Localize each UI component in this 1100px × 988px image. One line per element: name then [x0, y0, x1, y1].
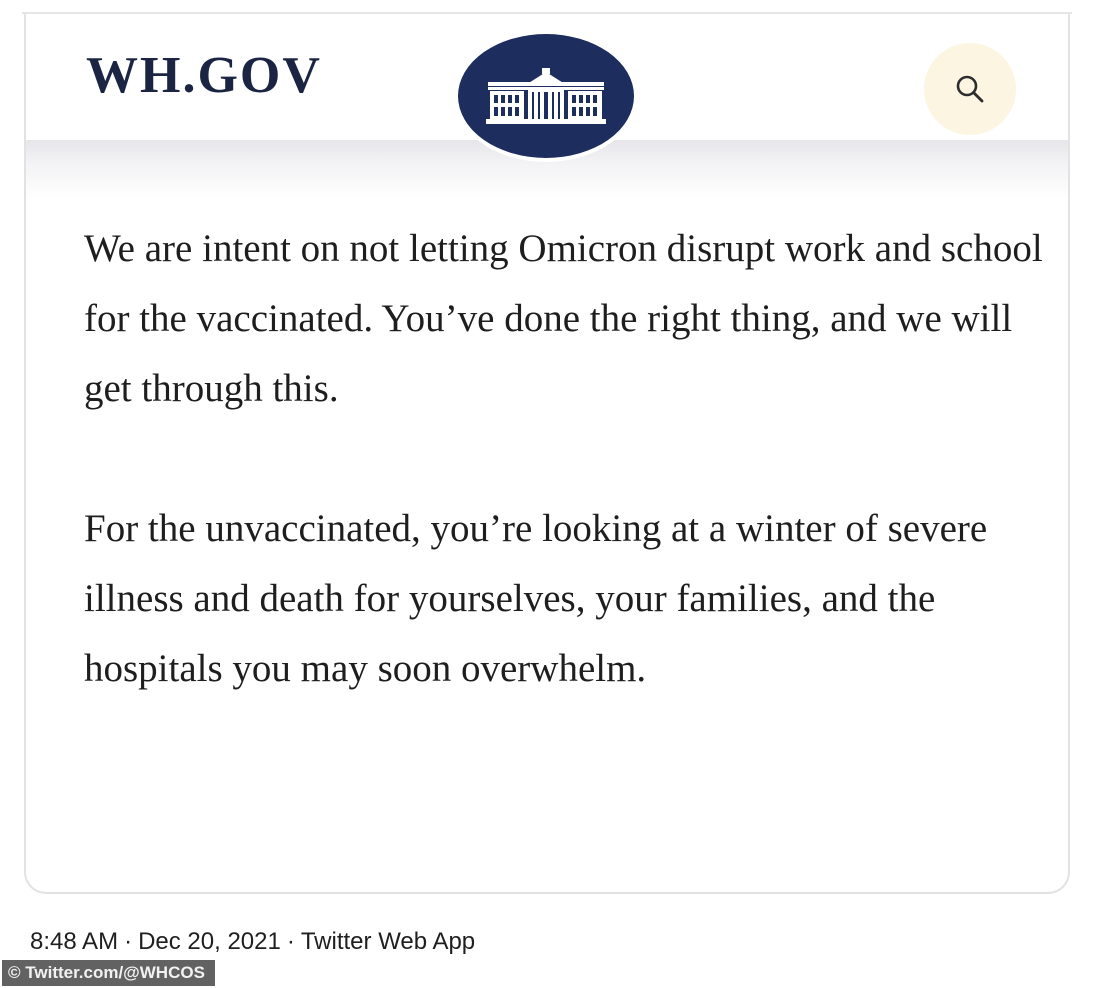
tweet-meta	[30, 928, 475, 956]
site-header	[26, 14, 1068, 140]
white-house-building-icon	[486, 68, 606, 126]
search-icon	[954, 73, 986, 105]
tweet-time[interactable]: 8:48 AM	[30, 928, 119, 955]
statement-text	[84, 214, 1044, 704]
statement-paragraph-unvaccinated: For the unvaccinated, you’re looking at a winter of severe illness and death for yourselves, your families, and the hospitals you may soon overwhelm.	[84, 507, 988, 690]
tweet-source[interactable]: Twitter Web App	[300, 928, 476, 955]
white-house-seal-icon[interactable]	[458, 34, 634, 158]
statement-paragraph-vaccinated: We are intent on not letting Omicron disrupt work and school for the vaccinated. You’ve done the right thing, and we will get through this.	[84, 227, 1043, 410]
site-name-logo[interactable]: WH.GOV	[86, 47, 322, 104]
top-divider	[22, 0, 1072, 14]
search-button[interactable]	[924, 43, 1016, 135]
meta-separator: ·	[124, 928, 133, 955]
twitter-watermark: © Twitter.com/@WHCOS	[2, 960, 215, 986]
tweet-date[interactable]: Dec 20, 2021	[138, 928, 281, 955]
meta-separator: ·	[286, 928, 295, 955]
screenshot-card	[24, 14, 1070, 894]
